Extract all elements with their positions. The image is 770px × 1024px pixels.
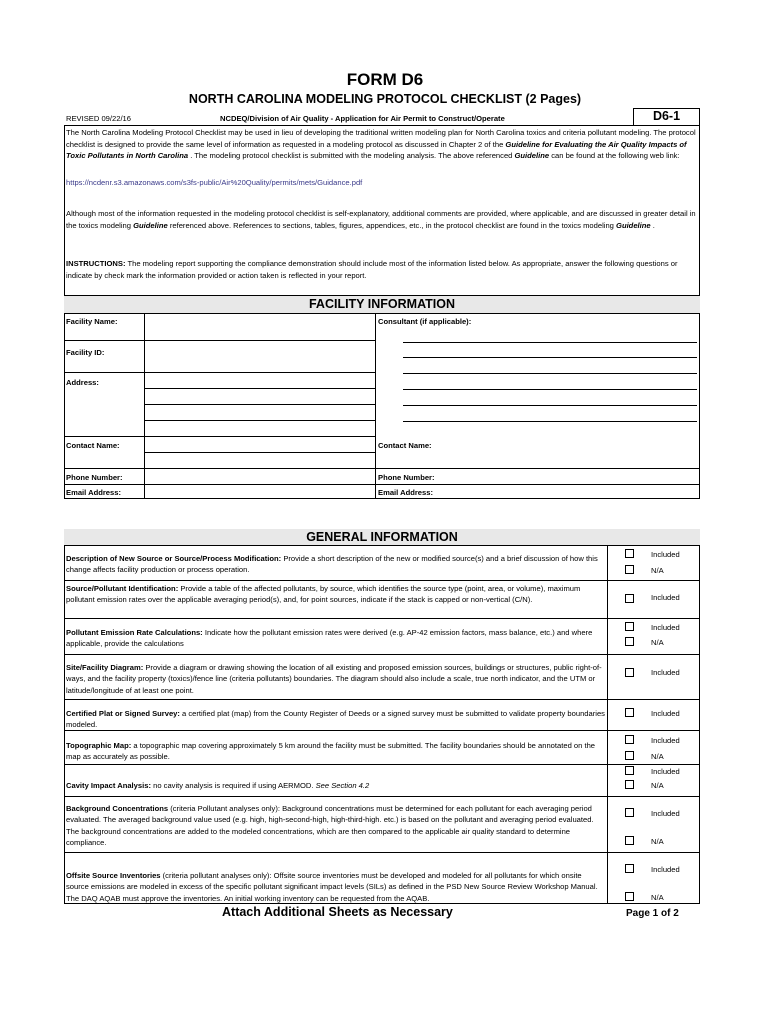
emission-rate-included-checkbox[interactable] bbox=[625, 622, 634, 631]
consultant-line-2[interactable] bbox=[403, 357, 697, 358]
na-label: N/A bbox=[651, 781, 664, 790]
row-desc-ref: See Section 4.2 bbox=[315, 781, 370, 790]
topographic-included-checkbox[interactable] bbox=[625, 735, 634, 744]
intro-p2-guideline: Guideline bbox=[133, 220, 168, 230]
consultant-line-1[interactable] bbox=[403, 342, 697, 343]
facility-divider bbox=[375, 314, 376, 499]
intro-p2-a: Although most of the information requested in the modeling protocol checklist is self-explanatory, additional comments are provided, where applicable, and are discussed in greater detail in the toxics modeling bbox=[66, 209, 696, 230]
row-background-concentrations bbox=[66, 803, 606, 849]
phone-label: Phone Number: bbox=[66, 473, 123, 482]
row-desc: Provide a table of the affected pollutants, by source, which identifies the source type (point, area, or volume), maximum pollutant emission rates over the applicable averaging period(s), and, for point sources, indicate if the stack is capped or non-vertical (C/N). bbox=[66, 584, 581, 605]
row-desc: Indicate how the pollutant emission rates were derived (e.g. AP-42 emission factors, mass balance, etc.) and where applicable, provide the calculations bbox=[66, 628, 593, 649]
general-divider bbox=[607, 546, 608, 904]
background-included-checkbox[interactable] bbox=[625, 808, 634, 817]
row-title: Certified Plat or Signed Survey: bbox=[66, 709, 180, 718]
row-site-diagram bbox=[66, 662, 606, 696]
row-divider bbox=[64, 618, 700, 619]
facility-heading: FACILITY INFORMATION bbox=[64, 296, 700, 314]
consultant-phone-label: Phone Number: bbox=[378, 473, 435, 482]
row-topographic-map bbox=[66, 740, 606, 763]
general-heading: GENERAL INFORMATION bbox=[64, 529, 700, 546]
row-divider bbox=[64, 468, 700, 469]
offsite-included-checkbox[interactable] bbox=[625, 864, 634, 873]
row-divider bbox=[64, 764, 700, 765]
row-desc: (criteria Pollutant analyses only): Background concentrations must be determined for each pollutant for each averaging period evaluated. The averaged background value used (e.g. high, high-second-high, high-third-high. etc.) is based on the pollutant and averaging period evaluated. The background concentrations are added to the modeled concentrations, which are then compared to the applicable air quality standard to determine compliance. bbox=[66, 804, 594, 848]
row-title: Pollutant Emission Rate Calculations: bbox=[66, 628, 203, 637]
row-desc: (criteria pollutant analyses only): Offsite source inventories must be developed and modeled for all pollutants for which onsite source emissions are modeled in excess of the specific pollutant significant impact levels (SILs) as defined in the PSD New Source Review Workshop Manual. The DAQ AQAB must approve the inventories. An initial working inventory can be requested from the AQAB. bbox=[66, 871, 598, 903]
intro-p2-b: referenced above. References to sections, tables, figures, appendices, etc., in the protocol checklist are found in the toxics modeling bbox=[167, 220, 617, 230]
intro-p1-c: can be found at the following web link: bbox=[549, 151, 680, 161]
na-label: N/A bbox=[651, 566, 664, 575]
emission-rate-na-checkbox[interactable] bbox=[625, 637, 634, 646]
row-title: Site/Facility Diagram: bbox=[66, 663, 144, 672]
new-source-na-checkbox[interactable] bbox=[625, 565, 634, 574]
row-divider bbox=[64, 372, 375, 373]
row-cavity-impact bbox=[66, 780, 606, 791]
intro-p1-guideline: Guideline for Evaluating the Air Quality Impacts of Toxic Pollutants in North Carolina bbox=[66, 139, 687, 161]
row-title: Topographic Map: bbox=[66, 741, 132, 750]
instructions-text: The modeling report supporting the compliance demonstration should include most of the information listed below. As appropriate, answer the following questions or indicate by check mark the information provided or action taken is reflected in your report. bbox=[66, 259, 678, 280]
facility-name-label: Facility Name: bbox=[66, 317, 118, 326]
row-title: Offsite Source Inventories bbox=[66, 871, 161, 880]
certified-plat-included-checkbox[interactable] bbox=[625, 708, 634, 717]
new-source-included-checkbox[interactable] bbox=[625, 549, 634, 558]
revised-date: REVISED 09/22/16 bbox=[66, 114, 132, 123]
form-title: FORM D6 bbox=[346, 70, 424, 89]
row-certified-plat bbox=[66, 708, 606, 731]
row-title: Description of New Source or Source/Process Modification: bbox=[66, 554, 282, 563]
row-divider bbox=[64, 436, 375, 437]
address-label: Address: bbox=[66, 378, 99, 387]
consultant-line-6[interactable] bbox=[403, 421, 697, 422]
row-offsite-source bbox=[66, 870, 606, 904]
consultant-label: Consultant (if applicable): bbox=[378, 317, 472, 326]
form-subtitle: NORTH CAROLINA MODELING PROTOCOL CHECKLIST (2 Pages) bbox=[188, 92, 582, 106]
row-emission-rate bbox=[66, 627, 606, 650]
source-pollutant-included-checkbox[interactable] bbox=[625, 594, 634, 603]
contact-name-label: Contact Name: bbox=[66, 441, 120, 450]
topographic-na-checkbox[interactable] bbox=[625, 751, 634, 760]
included-label: Included bbox=[651, 767, 680, 776]
row-divider bbox=[64, 654, 700, 655]
included-label: Included bbox=[651, 668, 680, 677]
intro-p1-guideline2: Guideline bbox=[514, 151, 550, 161]
included-label: Included bbox=[651, 623, 680, 632]
consultant-email-label: Email Address: bbox=[378, 488, 434, 497]
facility-label-divider bbox=[144, 314, 145, 499]
agency-line: NCDEQ/Division of Air Quality - Application for Air Permit to Construct/Operate bbox=[220, 114, 505, 123]
included-label: Included bbox=[651, 593, 680, 602]
intro-p1-a: The North Carolina Modeling Protocol Checklist may be used in lieu of developing the traditional written modeling plan for North Carolina toxics and criteria pollutant modeling. The protocol checklist is designed to provide the same level of information as requested in a modeling protocol as discussed in Chapter 2 of the bbox=[66, 128, 696, 149]
row-desc: Provide a diagram or drawing showing the location of all existing and proposed emission sources, buildings or structures, public right-of-ways, and the facility property (toxics)/fence line (criteria pollutants) boundaries. The diagram should also include a scale, true north indicator, and the UTM or latitude/longitude of at least one point. bbox=[66, 663, 602, 695]
facility-id-label: Facility ID: bbox=[66, 348, 105, 357]
cavity-na-checkbox[interactable] bbox=[625, 780, 634, 789]
background-na-checkbox[interactable] bbox=[625, 836, 634, 845]
na-label: N/A bbox=[651, 893, 664, 902]
included-label: Included bbox=[651, 736, 680, 745]
row-desc: no cavity analysis is required if using AERMOD. bbox=[150, 781, 316, 790]
email-label: Email Address: bbox=[66, 488, 122, 497]
form-code-box bbox=[633, 108, 700, 126]
na-label: N/A bbox=[651, 752, 664, 761]
row-divider bbox=[64, 699, 700, 700]
row-desc: a certified plat (map) from the County Register of Deeds or a signed survey must be submitted to validate property boundaries modeled. bbox=[66, 709, 605, 730]
guidance-link[interactable]: https://ncdenr.s3.amazonaws.com/s3fs-public/Air%20Quality/permits/mets/Guidance.pdf bbox=[66, 178, 363, 187]
row-desc: Provide a short description of the new or modified source(s) and a brief discussion of how this change affects facility production or process operation. bbox=[66, 554, 598, 575]
offsite-na-checkbox[interactable] bbox=[625, 892, 634, 901]
row-title: Cavity Impact Analysis: bbox=[66, 781, 151, 790]
included-label: Included bbox=[651, 550, 680, 559]
site-diagram-included-checkbox[interactable] bbox=[625, 668, 634, 677]
row-divider bbox=[64, 580, 700, 581]
attach-sheets-note: Attach Additional Sheets as Necessary bbox=[222, 905, 453, 919]
page-number: Page 1 of 2 bbox=[626, 908, 679, 919]
row-divider bbox=[64, 852, 700, 853]
row-desc: a topographic map covering approximately 5 km around the facility must be submitted. The facility boundaries should be annotated on the map as accurately as possible. bbox=[66, 741, 596, 762]
intro-p2-guideline2: Guideline bbox=[616, 220, 651, 230]
row-divider bbox=[64, 484, 700, 485]
row-divider bbox=[144, 404, 375, 405]
instructions-label: INSTRUCTIONS: bbox=[66, 259, 126, 268]
consultant-contact-name-label: Contact Name: bbox=[378, 441, 432, 450]
intro-paragraph-1 bbox=[66, 127, 696, 162]
included-label: Included bbox=[651, 865, 680, 874]
row-title: Source/Pollutant Identification: bbox=[66, 584, 179, 593]
row-divider bbox=[64, 796, 700, 797]
intro-paragraph-2 bbox=[66, 208, 696, 231]
na-label: N/A bbox=[651, 837, 664, 846]
row-divider bbox=[144, 420, 375, 421]
consultant-line-4[interactable] bbox=[403, 389, 697, 390]
included-label: Included bbox=[651, 809, 680, 818]
na-label: N/A bbox=[651, 638, 664, 647]
row-divider bbox=[144, 388, 375, 389]
row-title: Background Concentrations bbox=[66, 804, 169, 813]
row-divider bbox=[64, 730, 700, 731]
consultant-line-5[interactable] bbox=[403, 405, 697, 406]
row-divider bbox=[64, 340, 375, 341]
row-new-source bbox=[66, 553, 606, 576]
included-label: Included bbox=[651, 709, 680, 718]
row-source-pollutant bbox=[66, 583, 606, 606]
form-code: D6-1 bbox=[652, 109, 681, 123]
intro-p2-c: . bbox=[650, 220, 655, 230]
intro-p1-b: . The modeling protocol checklist is submitted with the modeling analysis. The above referenced bbox=[188, 151, 515, 161]
consultant-line-3[interactable] bbox=[403, 373, 697, 374]
row-divider bbox=[144, 452, 375, 453]
instructions bbox=[66, 258, 696, 281]
cavity-included-checkbox[interactable] bbox=[625, 766, 634, 775]
